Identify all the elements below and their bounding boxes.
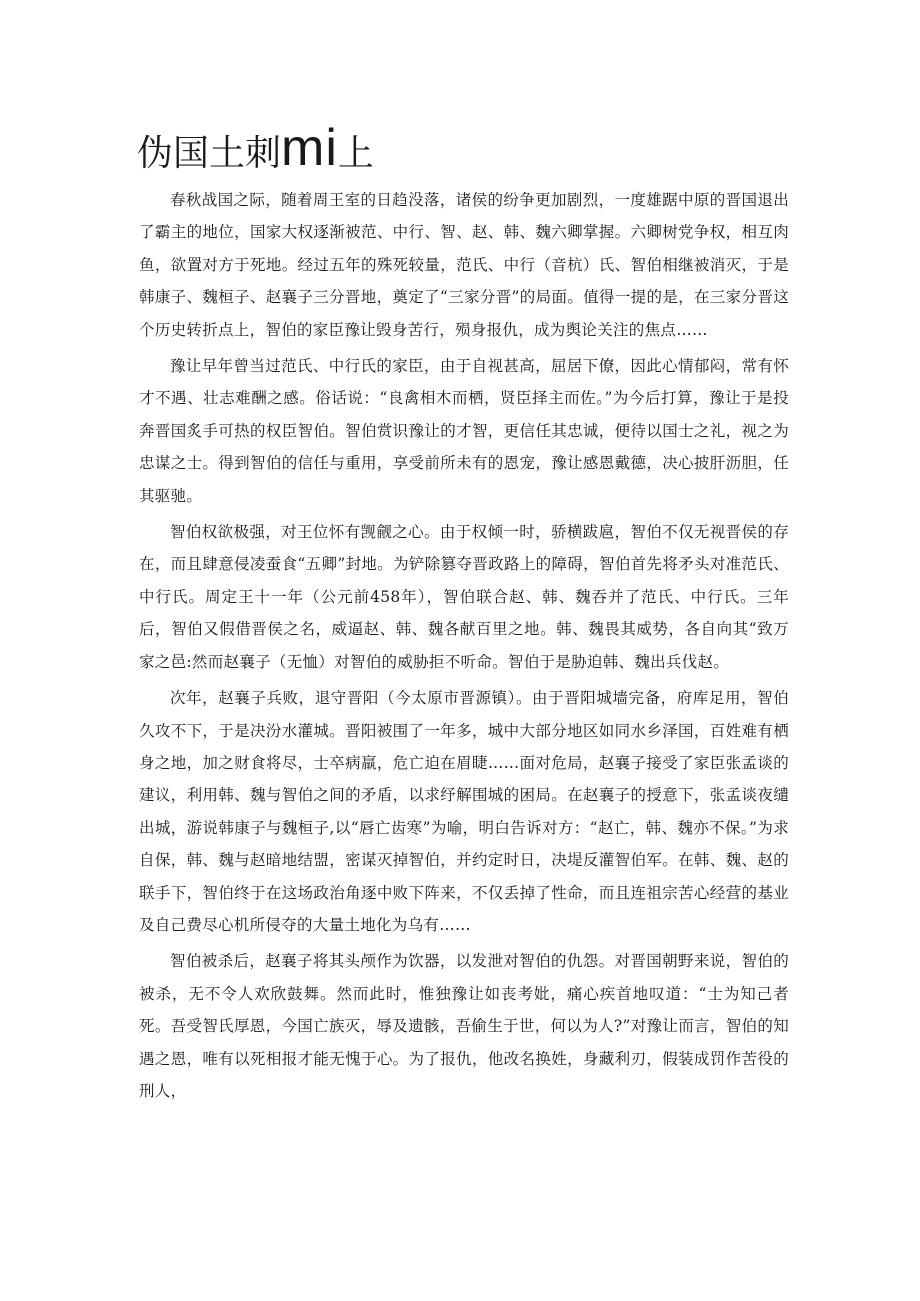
paragraph-3: 智伯权欲极强，对王位怀有觊觎之心。由于权倾一时，骄横跋扈，智伯不仅无视晋侯的存在，而且肆意侵凌蚕食“五卿”封地。为铲除篡夺晋政路上的障碍，智伯首先将矛头对准范氏、中行氏。周定王十一年（公元前458年），智伯联合赵、韩、魏吞并了范氏、中行氏。三年后，智伯又假借晋侯之名，威逼赵、韩、魏各献百里之地。韩、魏畏其威势，各自向其“致万家之邑:然而赵襄子（无恤）对智伯的威胁拒不听命。智伯于是胁迫韩、魏出兵伐赵。 (139, 523, 789, 671)
document-title (137, 119, 374, 177)
title-part-1: 伪国土刺 (137, 133, 282, 174)
paragraph-4: 次年，赵襄子兵败，退守晋阳（今太原市晋源镇）。由于晋阳城墙完备，府库足用，智伯久攻不下，于是决汾水灌城。晋阳被围了一年多，城中大部分地区如同水乡泽国，百姓难有栖身之地，加之财食将尽，士卒病羸，危亡迫在眉睫……面对危局，赵襄子接受了家臣张孟谈的建议，利用韩、魏与智伯之间的矛盾，以求纾解围城的困局。在赵襄子的授意下，张孟谈夜缱出城，游说韩康子与魏桓子,以“唇亡齿寒”为喻，明白告诉对方：“赵亡，韩、魏亦不保。”为求自保，韩、魏与赵暗地结盟，密谋灭掉智伯，并约定时日，决堤反灌智伯军。在韩、魏、赵的联手下，智伯终于在这场政治角逐中败下阵来，不仅丢掉了性命，而且连祖宗苦心经营的基业及自己费尽心机所侵夺的大量土地化为乌有…… (139, 689, 789, 934)
paragraph-2: 豫让早年曾当过范氏、中行氏的家臣，由于自视甚高，屈居下僚，因此心情郁闷，常有怀才不遇、壮志难酬之感。俗话说：“良禽相木而栖，贤臣择主而佐。”为今后打算，豫让于是投奔晋国炙手可热的权臣智伯。智伯赏识豫让的才智，更信任其忠诚，便待以国士之礼，视之为忠谋之士。得到智伯的信任与重用，享受前所未有的恩宠，豫让感恩戴德，决心披肝沥胆，任其驱驰。 (139, 357, 789, 505)
document-body (139, 184, 789, 1111)
title-part-2: mi (281, 119, 338, 177)
paragraph-1: 春秋战国之际，随着周王室的日趋没落，诸侯的纷争更加剧烈，一度雄踞中原的晋国退出了霸主的地位，国家大权逐渐被范、中行、智、赵、韩、魏六卿掌握。六卿树党争权，相互肉鱼，欲置对方于死地。经过五年的殊死较量，范氏、中行（音杭）氏、智伯相继被消灭，于是韩康子、魏桓子、赵襄子三分晋地，奠定了“三家分晋”的局面。值得一提的是，在三家分晋这个历史转折点上，智伯的家臣豫让毁身苦行，殒身报仇，成为舆论关注的焦点…… (139, 191, 789, 339)
paragraph-5: 智伯被杀后，赵襄子将其头颅作为饮器，以发泄对智伯的仇怨。对晋国朝野来说，智伯的被杀，无不令人欢欣鼓舞。然而此时，惟独豫让如丧考妣，痛心疾首地叹道：“士为知己者死。吾受智氏厚恩，今国亡族灭，辱及遗骸，吾偷生于世，何以为人?”对豫让而言，智伯的知遇之恩，唯有以死相报才能无愧于心。为了报仇，他改名换姓，身藏利刃，假装成罚作苦役的刑人， (139, 952, 789, 1100)
title-part-3: 上 (337, 133, 374, 174)
